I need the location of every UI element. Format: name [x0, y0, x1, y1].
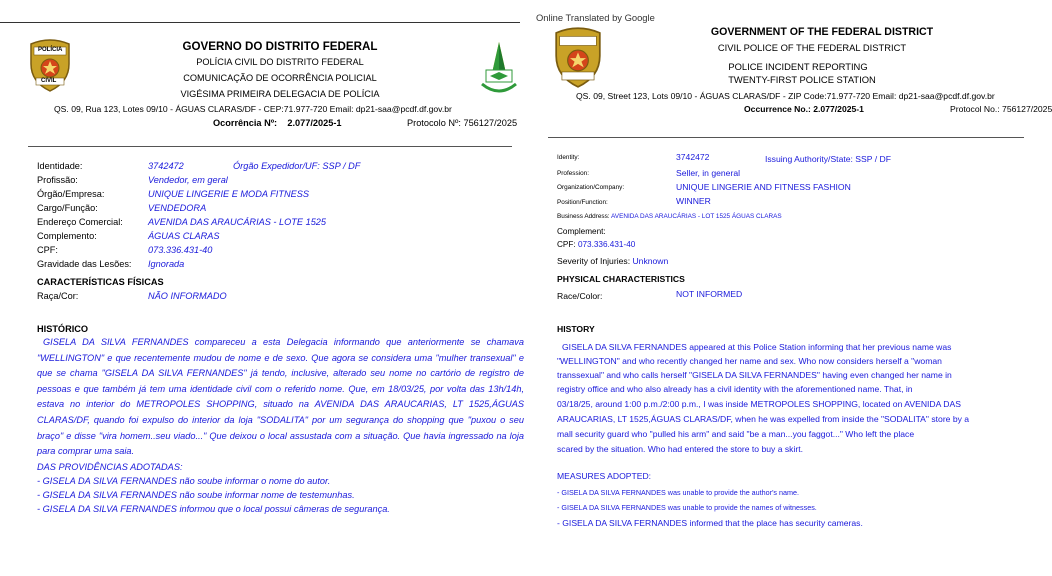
- police-badge-icon: [28, 38, 72, 97]
- measure-item: - GISELA DA SILVA FERNANDES was unable to provide the author's name.: [557, 488, 800, 497]
- business-label: Business Address:: [557, 213, 610, 220]
- header-line-2: COMUNICAÇÃO DE OCORRÊNCIA POLICIAL: [183, 73, 377, 83]
- header-line-3: VIGÉSIMA PRIMEIRA DELEGACIA DE POLÍCIA: [180, 89, 380, 99]
- history-line: GISELA DA SILVA FERNANDES appeared at this Police Station informing that her previous name was: [562, 342, 952, 352]
- cargo-value: VENDEDORA: [148, 203, 207, 213]
- history-line: mall security guard who "pulled his arm" and said "be a man...you faggot..." Who left the place: [557, 429, 915, 439]
- position-value: WINNER: [676, 196, 711, 206]
- providencias-title: DAS PROVIDÊNCIAS ADOTADAS:: [37, 462, 183, 472]
- header-line-1: POLÍCIA CIVIL DO DISTRITO FEDERAL: [196, 57, 364, 67]
- top-rule: [0, 22, 520, 23]
- header-line-3-en: TWENTY-FIRST POLICE STATION: [728, 74, 876, 85]
- profession-label: Profession:: [557, 170, 589, 177]
- history-line: "WELLINGTON" and who recently changed her name and sex. Who now considers herself a "woman: [557, 356, 942, 366]
- gravidade-label: Gravidade das Lesões:: [37, 259, 132, 269]
- section-divider: [28, 146, 512, 147]
- providencia-item: - GISELA DA SILVA FERNANDES não soube informar nome de testemunhas.: [37, 490, 355, 500]
- measure-item: - GISELA DA SILVA FERNANDES informed that the place has security cameras.: [557, 518, 863, 528]
- measure-item: - GISELA DA SILVA FERNANDES was unable to provide the names of witnesses.: [557, 503, 817, 512]
- cpf-value-en: 073.336.431-40: [577, 240, 636, 249]
- df-emblem-icon: [478, 40, 520, 105]
- cpf-value: 073.336.431-40: [148, 245, 213, 255]
- occurrence-number: [213, 118, 342, 128]
- history-line: scared by the situation. Who had entered the store to buy a skirt.: [557, 444, 804, 454]
- gravidade-value: Ignorada: [148, 259, 185, 269]
- history-title: HISTORY: [557, 324, 595, 334]
- header-line-1-en: CIVIL POLICE OF THE FEDERAL DISTRICT: [717, 42, 907, 53]
- raca-label: Raça/Cor:: [37, 291, 79, 301]
- occurrence-label: Ocorrência Nº:: [213, 118, 278, 128]
- cpf-label-en: CPF:: [557, 240, 576, 249]
- station-address-en: QS. 09, Street 123, Lots 09/10 - ÁGUAS CLARAS/DF - ZIP Code:71.977-720 Email: dp21-saa@pcdf.df.gov.br: [576, 91, 995, 101]
- organization-value: UNIQUE LINGERIE AND FITNESS FASHION: [676, 182, 851, 192]
- occurrence-value-en: 2.077/2025-1: [813, 104, 864, 114]
- historico-title: HISTÓRICO: [37, 324, 89, 334]
- identidade-label: Identidade:: [37, 161, 83, 171]
- race-value: NOT INFORMED: [676, 289, 743, 299]
- protocol-number-en: Protocol No.: 756127/2025: [950, 104, 1052, 114]
- empresa-value: UNIQUE LINGERIE E MODA FITNESS: [148, 189, 309, 199]
- station-address: QS. 09, Rua 123, Lotes 09/10 - ÁGUAS CLARAS/DF - CEP:71.977-720 Email: dp21-saa@pcdf.df.gov.br: [54, 104, 452, 114]
- protocol-number: Protocolo Nº: 756127/2025: [407, 118, 518, 128]
- cpf-label: CPF:: [37, 245, 58, 255]
- occurrence-number-en: [744, 104, 864, 114]
- cpf-row-en: [557, 240, 635, 249]
- orgao-expedidor: Órgão Expedidor/UF: SSP / DF: [233, 161, 361, 171]
- profissao-label: Profissão:: [37, 175, 78, 185]
- complemento-label: Complemento:: [37, 231, 97, 241]
- measures-title: MEASURES ADOPTED:: [557, 471, 652, 481]
- identity-value: 3742472: [676, 152, 710, 162]
- history-line: transsexual" and who calls herself "GISELA DA SILVA FERNANDES" having even changed her name in: [557, 370, 952, 380]
- history-line: 03/18/25, around 1:00 p.m./2:00 p.m., I was inside METROPOLES SHOPPING, located on AVENIDA DAS: [557, 399, 961, 409]
- empresa-label: Órgão/Empresa:: [37, 189, 105, 199]
- police-badge-icon: [552, 26, 604, 93]
- badge-top-text: POLÍCIA: [38, 47, 63, 53]
- position-label: Position/Function:: [557, 199, 608, 206]
- issuing-authority: Issuing Authority/State: SSP / DF: [765, 154, 891, 164]
- header-line-2-en: POLICE INCIDENT REPORTING: [728, 61, 868, 72]
- identity-label: Identity:: [557, 154, 580, 161]
- historico-text: GISELA DA SILVA FERNANDES compareceu a esta Delegacia informando que anteriormente se chamava "WELLINGTON" e que recentemente mudou de nome e de sexo. Que agora se considera uma "mulher transexual" e que se chama "GISELA DA SILVA FERNANDES" já tendo, inclusive, alterado seu nome no cartório de registro de pessoas e que também já tem uma identidade civil com o referido nome. Que, em 18/03/25, por volta das 13h/14h, estava no interior do METROPOLES SHOPPING, situado na AVENIDA DAS ARAUCARIAS, LT 1525,ÁGUAS CLARAS/DF, quando foi expulso do interior da loja "SODALITA" por um segurança do shopping que "puxou o seu braço" e disse "vira homem..seu viado..." Que deixou o local assustada com a situação. Que havia ingressado na loja para comprar uma saia.: [37, 337, 524, 457]
- severity-value: Unknown: [632, 256, 669, 266]
- complemento-value: ÁGUAS CLARAS: [148, 231, 220, 241]
- history-line: registry office and who also already has a civil identity with the aforementioned name. That, in: [557, 384, 913, 394]
- business-address: [557, 213, 782, 220]
- profession-value: Seller, in general: [676, 168, 741, 178]
- gov-title: GOVERNO DO DISTRITO FEDERAL: [182, 40, 378, 53]
- translated-note: Online Translated by Google: [536, 12, 655, 23]
- physical-title: PHYSICAL CHARACTERISTICS: [557, 274, 685, 284]
- section-divider-en: [548, 137, 1024, 138]
- history-line: ARAUCARIAS, LT 1525,ÁGUAS CLARAS/DF, when he was expelled from inside the "SODALITA" store by a: [557, 414, 970, 424]
- caracteristicas-title: CARACTERÍSTICAS FÍSICAS: [37, 277, 164, 287]
- raca-value: NÃO INFORMADO: [148, 291, 227, 301]
- providencia-item: - GISELA DA SILVA FERNANDES informou que o local possui câmeras de segurança.: [37, 504, 390, 514]
- cargo-label: Cargo/Função:: [37, 203, 98, 213]
- gov-title-en: GOVERNMENT OF THE FEDERAL DISTRICT: [710, 26, 934, 38]
- organization-label: Organization/Company:: [557, 184, 625, 191]
- occurrence-value: 2.077/2025-1: [287, 118, 342, 128]
- business-value: AVENIDA DAS ARAUCÁRIAS - LOT 1525 ÁGUAS CLARAS: [611, 213, 782, 220]
- severity-label: Severity of Injuries:: [557, 256, 631, 266]
- complement-label: Complement:: [557, 227, 606, 236]
- endereco-value: AVENIDA DAS ARAUCÁRIAS - LOTE 1525: [148, 217, 327, 227]
- providencia-item: - GISELA DA SILVA FERNANDES não soube informar o nome do autor.: [37, 476, 331, 486]
- occurrence-label-en: Occurrence No.:: [744, 104, 811, 114]
- severity-row: [557, 256, 668, 266]
- identidade-value: 3742472: [148, 161, 184, 171]
- race-label: Race/Color:: [557, 291, 603, 301]
- profissao-value: Vendedor, em geral: [148, 175, 228, 185]
- badge-bottom-text: CIVIL: [41, 78, 57, 84]
- endereco-label: Endereço Comercial:: [37, 217, 123, 227]
